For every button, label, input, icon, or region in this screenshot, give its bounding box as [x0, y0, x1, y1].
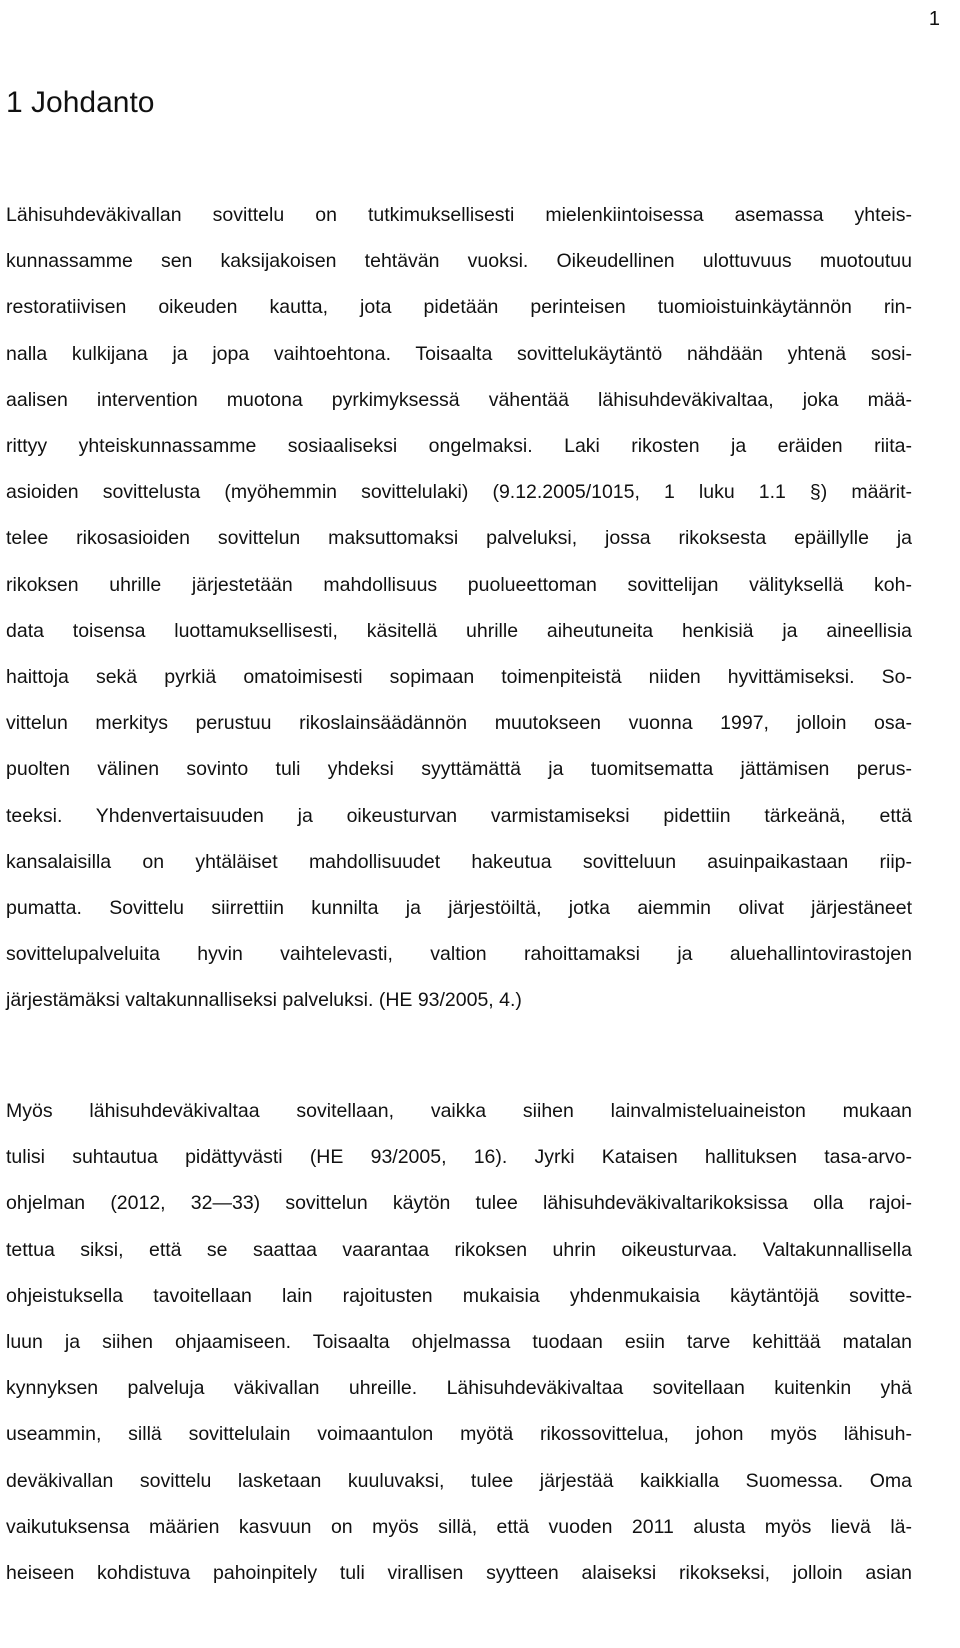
text-line: puolten välinen sovinto tuli yhdeksi syyttämättä ja tuomitsematta jättämisen perus-: [6, 758, 912, 781]
paragraph-2: [6, 1088, 912, 1596]
text-line: tettua siksi, että se saattaa vaarantaa rikoksen uhrin oikeusturvaa. Valtakunnallisella: [6, 1238, 912, 1261]
text-line: Lähisuhdeväkivallan sovittelu on tutkimuksellisesti mielenkiintoisessa asemassa yhteis-: [6, 204, 912, 226]
text-line: heiseen kohdistuva pahoinpitely tuli virallisen syytteen alaiseksi rikokseksi, jolloin asian: [6, 1562, 912, 1585]
text-line: haittoja sekä pyrkiä omatoimisesti sopimaan toimenpiteistä niiden hyvittämiseksi. So-: [6, 666, 912, 689]
chapter-heading: 1 Johdanto: [6, 86, 155, 119]
text-line: restoratiivisen oikeuden kautta, jota pidetään perinteisen tuomioistuinkäytännön rin-: [6, 296, 912, 319]
text-line: kunnassamme sen kaksijakoisen tehtävän vuoksi. Oikeudellinen ulottuvuus muotoutuu: [6, 250, 912, 273]
text-line: pumatta. Sovittelu siirrettiin kunnilta ja järjestöiltä, jotka aiemmin olivat järjestäneet: [6, 897, 912, 920]
page-number: 1: [928, 8, 940, 30]
text-line: teeksi. Yhdenvertaisuuden ja oikeusturvan varmistamiseksi pidettiin tärkeänä, että: [6, 804, 912, 827]
text-line: kansalaisilla on yhtäläiset mahdollisuudet hakeutua sovitteluun asuinpaikastaan riip-: [6, 850, 912, 873]
text-line: vittelun merkitys perustuu rikoslainsäädännön muutokseen vuonna 1997, jolloin osa-: [6, 712, 912, 735]
text-line: kynnyksen palveluja väkivallan uhreille. Lähisuhdeväkivaltaa sovitellaan kuitenkin yhä: [6, 1377, 912, 1400]
text-line: rikoksen uhrille järjestetään mahdollisuus puolueettoman sovittelijan välityksellä koh-: [6, 573, 912, 596]
text-line: telee rikosasioiden sovittelun maksuttomaksi palveluksi, jossa rikoksesta epäillylle ja: [6, 527, 912, 550]
text-line: ohjelman (2012, 32—33) sovittelun käytön tulee lähisuhdeväkivaltarikoksissa olla rajoi-: [6, 1192, 912, 1215]
text-line: Myös lähisuhdeväkivaltaa sovitellaan, vaikka siihen lainvalmisteluaineiston mukaan: [6, 1100, 912, 1122]
text-line: luun ja siihen ohjaamiseen. Toisaalta ohjelmassa tuodaan esiin tarve kehittää matalan: [6, 1331, 912, 1354]
text-line: useammin, sillä sovittelulain voimaantulon myötä rikossovittelua, johon myös lähisuh-: [6, 1423, 912, 1446]
text-line: deväkivallan sovittelu lasketaan kuuluvaksi, tulee järjestää kaikkialla Suomessa. Oma: [6, 1469, 912, 1492]
text-line: data toisensa luottamuksellisesti, käsitellä uhrille aiheutuneita henkisiä ja aineellisia: [6, 619, 912, 642]
text-line: vaikutuksensa määrien kasvuun on myös sillä, että vuoden 2011 alusta myös lievä lä-: [6, 1515, 912, 1538]
text-line: ohjeistuksella tavoitellaan lain rajoitusten mukaisia yhdenmukaisia käytäntöjä sovitte-: [6, 1284, 912, 1307]
text-line: järjestämäksi valtakunnalliseksi palveluksi. (HE 93/2005, 4.): [6, 989, 522, 1012]
text-line: asioiden sovittelusta (myöhemmin sovittelulaki) (9.12.2005/1015, 1 luku 1.1 §) määrit-: [6, 481, 912, 504]
text-line: tulisi suhtautua pidättyvästi (HE 93/2005, 16). Jyrki Kataisen hallituksen tasa-arvo-: [6, 1146, 912, 1169]
text-line: rittyy yhteiskunnassamme sosiaaliseksi ongelmaksi. Laki rikosten ja eräiden riita-: [6, 435, 912, 458]
text-line: aalisen intervention muotona pyrkimyksessä vähentää lähisuhdeväkivaltaa, joka mää-: [6, 388, 912, 411]
text-line: sovittelupalveluita hyvin vaihtelevasti, valtion rahoittamaksi ja aluehallintovirastojen: [6, 943, 912, 966]
text-line: nalla kulkijana ja jopa vaihtoehtona. Toisaalta sovittelukäytäntö nähdään yhtenä sosi-: [6, 342, 912, 365]
paragraph-1: [6, 192, 912, 1024]
